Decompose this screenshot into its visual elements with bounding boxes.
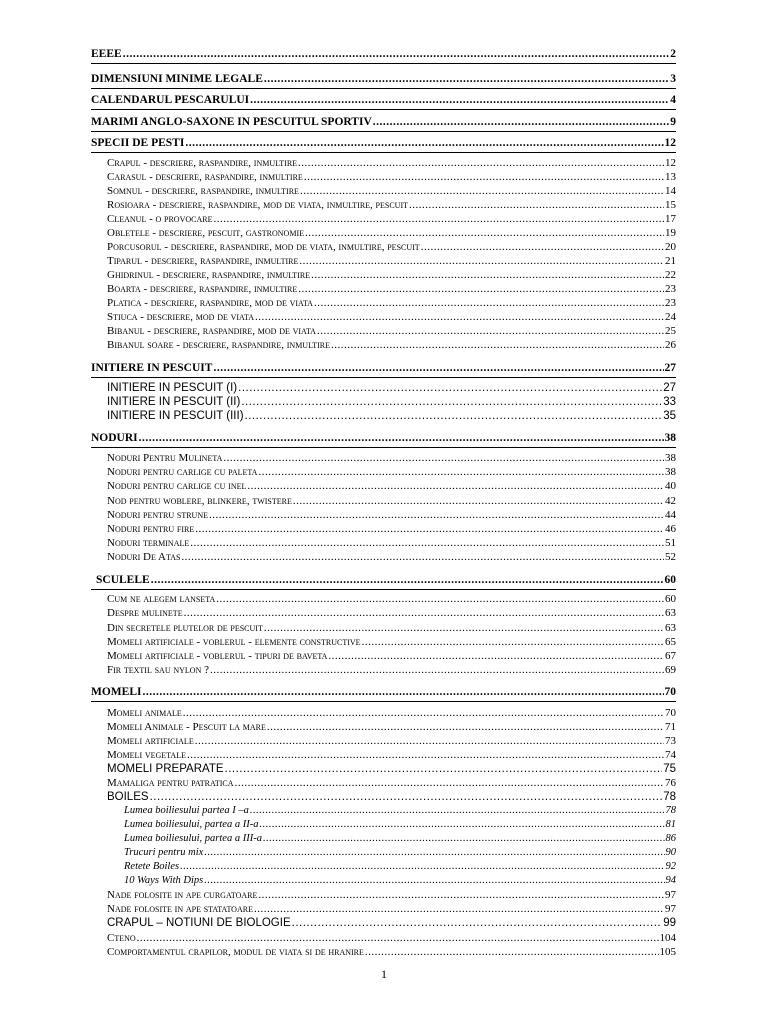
toc-entry-page: 14 xyxy=(665,185,676,197)
dot-leader xyxy=(373,117,670,129)
toc-entry[interactable] xyxy=(124,834,676,845)
toc-entry-page: 99 xyxy=(663,917,676,929)
toc-entry-title: Despre mulinete xyxy=(107,607,183,619)
toc-entry-title: MOMELI xyxy=(91,686,142,698)
toc-entry-page: 46 xyxy=(665,523,676,535)
toc-entry[interactable] xyxy=(107,200,676,211)
toc-entry-title: Trucuri pentru mix xyxy=(124,847,204,858)
dot-leader xyxy=(365,947,659,958)
dot-leader xyxy=(254,904,664,915)
toc-entry-page: 44 xyxy=(665,509,676,521)
toc-entry[interactable] xyxy=(107,947,676,958)
toc-entry-page: 60 xyxy=(664,574,676,586)
toc-entry[interactable] xyxy=(107,228,676,239)
toc-entry-title: INITIERE IN PESCUIT xyxy=(91,362,213,374)
toc-entry[interactable] xyxy=(107,284,676,295)
dot-leader xyxy=(190,538,664,549)
dot-leader xyxy=(255,312,664,323)
toc-entry[interactable] xyxy=(107,340,676,351)
toc-entry-title: Noduri terminale xyxy=(107,537,190,549)
dot-leader xyxy=(195,736,664,747)
dot-leader xyxy=(184,608,664,619)
toc-entry-page: 12 xyxy=(665,157,676,169)
dot-leader xyxy=(151,575,664,587)
dot-leader xyxy=(235,778,664,789)
dot-leader xyxy=(362,637,664,648)
toc-entry[interactable] xyxy=(107,172,676,183)
toc-entry[interactable] xyxy=(107,453,676,464)
toc-entry-title: DIMENSIUNI MINIME LEGALE xyxy=(91,73,263,85)
dot-leader xyxy=(293,496,664,507)
dot-leader xyxy=(300,186,664,197)
toc-entry-page: 22 xyxy=(665,269,676,281)
toc-entry-title: Noduri pentru strune xyxy=(107,509,209,521)
dot-leader xyxy=(123,49,670,61)
toc-entry-title: MOMELI PREPARATE xyxy=(107,763,224,775)
page-number: 1 xyxy=(381,967,387,981)
toc-entry-title: Noduri pentru fire xyxy=(107,523,195,535)
toc-entry[interactable] xyxy=(107,778,676,789)
toc-entry-title: Tiparul - descriere, raspandire, inmultire xyxy=(107,255,299,267)
dot-leader xyxy=(264,74,669,86)
toc-entry-page: 38 xyxy=(664,432,676,444)
dot-leader xyxy=(258,890,664,901)
toc-entry[interactable] xyxy=(107,552,676,563)
toc-entry[interactable] xyxy=(124,862,676,873)
dot-leader xyxy=(225,764,663,776)
toc-entry-page: 60 xyxy=(665,593,676,605)
toc-entry-page: 94 xyxy=(665,875,676,886)
toc-entry-title: INITIERE IN PESCUIT (II) xyxy=(107,396,241,408)
dot-leader xyxy=(238,383,662,395)
toc-entry[interactable] xyxy=(91,363,676,375)
toc-entry[interactable] xyxy=(107,467,676,478)
section-divider xyxy=(91,152,676,153)
toc-entry-page: 63 xyxy=(665,622,676,634)
dot-leader xyxy=(304,172,664,183)
toc-entry-title: Momeli artificiale xyxy=(107,735,194,747)
toc-entry-title: 10 Ways With Dips xyxy=(124,875,204,886)
dot-leader xyxy=(204,876,664,887)
toc-entry-page: 71 xyxy=(665,721,676,733)
toc-entry-page: 12 xyxy=(664,137,676,149)
toc-entry-title: Din secretele plutelor de pescuit xyxy=(107,622,263,634)
toc-entry[interactable] xyxy=(107,750,676,761)
toc-entry[interactable] xyxy=(107,637,676,648)
toc-entry[interactable] xyxy=(91,74,676,86)
dot-leader xyxy=(421,242,664,253)
toc-entry-page: 9 xyxy=(670,116,676,128)
toc-entry-page: 20 xyxy=(665,241,676,253)
toc-entry[interactable] xyxy=(91,49,676,61)
toc-entry[interactable] xyxy=(96,575,676,587)
toc-entry[interactable] xyxy=(124,848,676,859)
toc-entry-title: MARIMI ANGLO-SAXONE IN PESCUITUL SPORTIV xyxy=(91,116,372,128)
toc-entry-title: Momeli animale xyxy=(107,707,182,719)
toc-entry-page: 67 xyxy=(665,650,676,662)
toc-entry-page: 97 xyxy=(665,903,676,915)
dot-leader xyxy=(150,792,663,804)
toc-entry-title: Carasul - descriere, raspandire, inmultire xyxy=(107,171,303,183)
toc-entry-page: 17 xyxy=(665,213,676,225)
toc-entry-page: 27 xyxy=(663,382,676,394)
toc-entry-page: 4 xyxy=(670,94,676,106)
toc-entry-page: 21 xyxy=(665,255,676,267)
toc-entry[interactable] xyxy=(107,397,676,409)
toc-entry[interactable] xyxy=(107,510,676,521)
toc-entry-title: Crapul - descriere, raspandire, inmultire xyxy=(107,157,298,169)
toc-entry[interactable] xyxy=(107,538,676,549)
toc-entry-title: Noduri De Atas xyxy=(107,551,181,563)
toc-entry[interactable] xyxy=(107,411,676,423)
dot-leader xyxy=(258,467,664,478)
dot-leader xyxy=(311,270,664,281)
toc-entry[interactable] xyxy=(124,806,676,817)
dot-leader xyxy=(213,363,663,375)
dot-leader xyxy=(328,651,664,662)
toc-entry[interactable] xyxy=(91,95,676,107)
toc-entry-page: 19 xyxy=(665,227,676,239)
toc-entry[interactable] xyxy=(107,736,676,747)
toc-entry-page: 42 xyxy=(665,495,676,507)
dot-leader xyxy=(247,481,664,492)
toc-entry-page: 24 xyxy=(665,311,676,323)
toc-entry[interactable] xyxy=(107,186,676,197)
toc-entry-page: 78 xyxy=(663,791,676,803)
dot-leader xyxy=(331,340,664,351)
toc-entry-page: 104 xyxy=(659,932,676,944)
dot-leader xyxy=(241,397,662,409)
toc-entry[interactable] xyxy=(107,594,676,605)
toc-entry[interactable] xyxy=(107,918,676,930)
toc-entry-title: Bibanul - descriere, raspandire, mod de viata xyxy=(107,325,316,337)
toc-entry-title: Noduri pentru carlige cu paleta xyxy=(107,466,258,478)
dot-leader xyxy=(298,158,664,169)
toc-entry[interactable] xyxy=(91,138,676,150)
toc-entry-page: 26 xyxy=(665,339,676,351)
toc-entry-title: Cum ne alegem lanseta xyxy=(107,593,216,605)
dot-leader xyxy=(298,284,664,295)
toc-entry-page: 76 xyxy=(665,777,676,789)
dot-leader xyxy=(259,820,664,831)
dot-leader xyxy=(185,138,663,150)
toc-entry-page: 51 xyxy=(665,537,676,549)
toc-entry-page: 65 xyxy=(665,636,676,648)
toc-entry-title: Retete Boiles xyxy=(124,861,180,872)
toc-entry[interactable] xyxy=(107,312,676,323)
toc-entry-title: Bibanul soare - descriere, raspandire, inmultire xyxy=(107,339,331,351)
toc-entry-title: Porcusorul - descriere, raspandire, mod de viata, inmultire, pescuit xyxy=(107,241,420,253)
dot-leader xyxy=(195,524,664,535)
toc-entry[interactable] xyxy=(107,326,676,337)
dot-leader xyxy=(305,228,664,239)
dot-leader xyxy=(267,722,664,733)
dot-leader xyxy=(250,806,665,817)
toc-entry-page: 23 xyxy=(665,283,676,295)
dot-leader xyxy=(263,834,665,845)
dot-leader xyxy=(213,214,664,225)
toc-entry-title: Cteno xyxy=(107,932,136,944)
toc-entry-page: 27 xyxy=(664,362,676,374)
toc-entry[interactable] xyxy=(107,524,676,535)
dot-leader xyxy=(181,552,664,563)
toc-entry-title: Lumea boiliesului, partea a II-a xyxy=(124,819,259,830)
toc-entry-title: Comportamentul crapilor, modul de viata si de hranire xyxy=(107,946,364,958)
dot-leader xyxy=(250,95,669,107)
dot-leader xyxy=(137,933,659,944)
toc-entry-page: 40 xyxy=(665,480,676,492)
toc-entry-page: 15 xyxy=(665,199,676,211)
dot-leader xyxy=(245,411,663,423)
toc-entry-title: INITIERE IN PESCUIT (I) xyxy=(107,382,238,394)
toc-entry-page: 74 xyxy=(665,749,676,761)
dot-leader xyxy=(264,623,664,634)
toc-entry-page: 105 xyxy=(659,946,676,958)
section-divider xyxy=(91,131,676,132)
dot-leader xyxy=(292,918,663,930)
toc-entry-title: Noduri Pentru Mulineta xyxy=(107,452,223,464)
section-divider xyxy=(91,447,676,448)
toc-entry[interactable] xyxy=(107,623,676,634)
section-divider xyxy=(91,109,676,110)
toc-entry-title: Obletele - descriere, pescuit, gastronomie xyxy=(107,227,304,239)
section-divider xyxy=(91,63,676,64)
toc-entry-title: Momeli vegetale xyxy=(107,749,186,761)
toc-entry-title: SCULELE xyxy=(96,574,150,586)
toc-entry[interactable] xyxy=(107,608,676,619)
toc-entry-page: 13 xyxy=(665,171,676,183)
toc-entry-title: SPECII DE PESTI xyxy=(91,137,185,149)
toc-entry-title: INITIERE IN PESCUIT (III) xyxy=(107,410,244,422)
dot-leader xyxy=(216,594,664,605)
toc-entry-page: 70 xyxy=(664,686,676,698)
toc-entry-page: 3 xyxy=(670,73,676,85)
toc-entry-page: 73 xyxy=(665,735,676,747)
toc-entry-page: 69 xyxy=(665,664,676,676)
toc-entry-title: Nod pentru woblere, blinkere, twistere xyxy=(107,495,292,507)
toc-entry-title: Lumea boiliesului, partea a III-a xyxy=(124,833,262,844)
toc-entry-page: 75 xyxy=(663,763,676,775)
toc-entry-title: Nade folosite in ape curgatoare xyxy=(107,889,258,901)
dot-leader xyxy=(409,200,664,211)
toc-entry[interactable] xyxy=(107,214,676,225)
toc-entry[interactable] xyxy=(107,496,676,507)
section-divider xyxy=(91,589,676,590)
toc-entry-title: Boarta - descriere, raspandire, inmultire xyxy=(107,283,298,295)
toc-entry[interactable] xyxy=(107,933,676,944)
dot-leader xyxy=(223,453,664,464)
section-divider xyxy=(91,377,676,378)
toc-entry-title: Momeli Animale - Pescuit la mare xyxy=(107,721,266,733)
section-divider xyxy=(91,88,676,89)
toc-entry-page: 78 xyxy=(665,805,676,816)
toc-entry-page: 70 xyxy=(665,707,676,719)
dot-leader xyxy=(317,326,664,337)
toc-entry-page: 63 xyxy=(665,607,676,619)
toc-entry-page: 81 xyxy=(665,819,676,830)
toc-entry-title: Mamaliga pentru patratica xyxy=(107,777,234,789)
toc-entry-title: Momeli artificiale - voblerul - tipuri de baveta xyxy=(107,650,328,662)
section-divider xyxy=(91,701,676,702)
toc-entry[interactable] xyxy=(107,722,676,733)
toc-entry-page: 52 xyxy=(665,551,676,563)
dot-leader xyxy=(139,433,664,445)
toc-entry-title: EEEE xyxy=(91,48,122,60)
toc-entry-title: Platica - descriere, raspandire, mod de viata xyxy=(107,297,313,309)
toc-entry[interactable] xyxy=(107,890,676,901)
toc-entry-title: Momeli artificiale - voblerul - elemente constructive xyxy=(107,636,361,648)
toc-entry[interactable] xyxy=(107,383,676,395)
toc-entry-title: Noduri pentru carlige cu inel xyxy=(107,480,247,492)
toc-entry[interactable] xyxy=(91,687,676,699)
toc-entry-page: 23 xyxy=(665,297,676,309)
toc-entry-page: 90 xyxy=(665,847,676,858)
toc-entry[interactable] xyxy=(91,433,676,445)
dot-leader xyxy=(142,687,663,699)
toc-entry-page: 97 xyxy=(665,889,676,901)
toc-entry-page: 33 xyxy=(663,396,676,408)
toc-entry[interactable] xyxy=(107,904,676,915)
toc-entry[interactable] xyxy=(91,117,676,129)
toc-entry-page: 25 xyxy=(665,325,676,337)
toc-entry-page: 38 xyxy=(665,452,676,464)
toc-entry-title: Rosioara - descriere, raspandire, mod de viata, inmultire, pescuit xyxy=(107,199,409,211)
dot-leader xyxy=(314,298,664,309)
toc-entry-page: 38 xyxy=(665,466,676,478)
toc-entry[interactable] xyxy=(107,270,676,281)
toc-entry-title: NODURI xyxy=(91,432,138,444)
dot-leader xyxy=(183,708,664,719)
toc-entry[interactable] xyxy=(107,242,676,253)
toc-entry-title: BOILES xyxy=(107,791,149,803)
toc-entry[interactable] xyxy=(107,651,676,662)
toc-entry-title: Cleanul - o provocare xyxy=(107,213,213,225)
toc-entry-title: Stiuca - descriere, mod de viata xyxy=(107,311,254,323)
toc-entry-title: CALENDARUL PESCARULUI xyxy=(91,94,250,106)
toc-entry[interactable] xyxy=(107,665,676,676)
toc-entry-page: 2 xyxy=(670,48,676,60)
dot-leader xyxy=(210,665,664,676)
toc-entry-title: Somnul - descriere, raspandire, inmultire xyxy=(107,185,299,197)
toc-entry[interactable] xyxy=(124,876,676,887)
dot-leader xyxy=(187,750,664,761)
toc-entry-title: Ghidrinul - descriere, raspandire, inmultire xyxy=(107,269,311,281)
toc-entry-title: Nade folosite in ape statatoare xyxy=(107,903,253,915)
toc-entry[interactable] xyxy=(124,820,676,831)
toc-entry[interactable] xyxy=(107,764,676,776)
toc-entry-page: 35 xyxy=(663,410,676,422)
dot-leader xyxy=(180,862,664,873)
toc-entry[interactable] xyxy=(107,256,676,267)
toc-entry[interactable] xyxy=(107,481,676,492)
toc-entry-title: CRAPUL – NOTIUNI DE BIOLOGIE xyxy=(107,917,291,929)
toc-entry-page: 92 xyxy=(665,861,676,872)
dot-leader xyxy=(209,510,664,521)
dot-leader xyxy=(299,256,664,267)
dot-leader xyxy=(204,848,664,859)
toc-entry-page: 86 xyxy=(665,833,676,844)
toc-entry[interactable] xyxy=(107,158,676,169)
toc-entry[interactable] xyxy=(107,298,676,309)
toc-entry-title: Lumea boiliesului partea I –a xyxy=(124,805,249,816)
toc-entry[interactable] xyxy=(107,792,676,804)
toc-entry[interactable] xyxy=(107,708,676,719)
toc-entry-title: Fir textil sau nylon ? xyxy=(107,664,209,676)
